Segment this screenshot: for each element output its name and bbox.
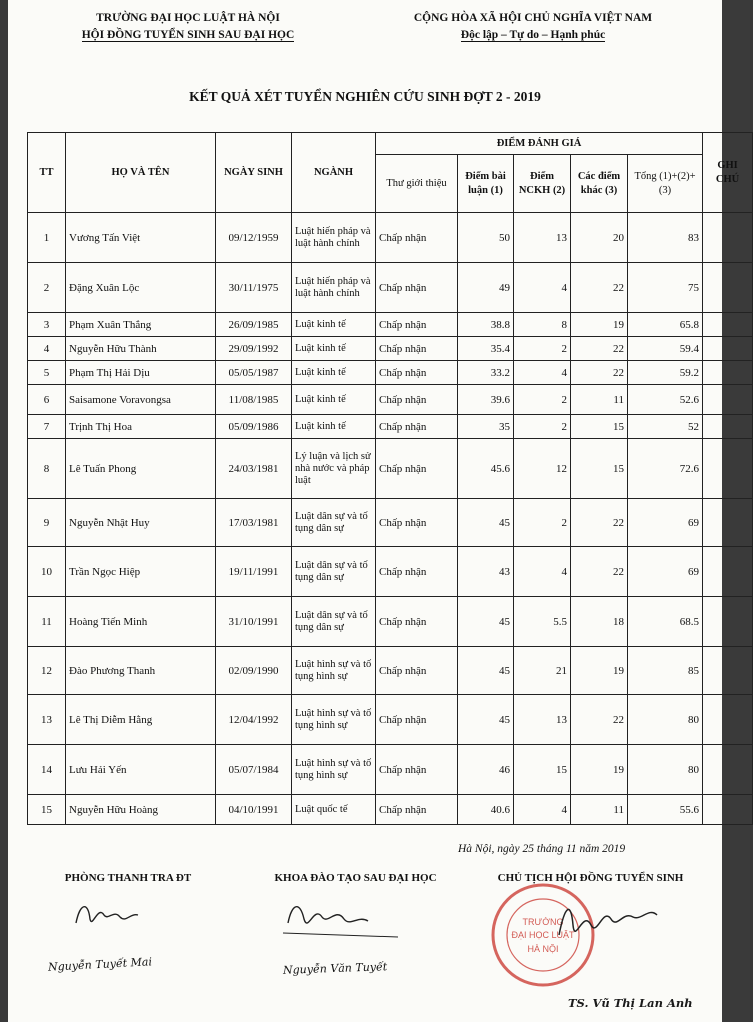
sig1-name: Nguyễn Tuyết Mai: [47, 955, 153, 974]
cell-major: Luật kinh tế: [292, 385, 376, 415]
cell-essay: 40.6: [458, 795, 514, 825]
cell-letter: Chấp nhận: [376, 795, 458, 825]
cell-total: 59.4: [628, 337, 703, 361]
cell-research: 2: [514, 337, 571, 361]
cell-research: 5.5: [514, 597, 571, 647]
cell-total: 72.6: [628, 439, 703, 499]
cell-dob: 05/05/1987: [216, 361, 292, 385]
cell-major: Luật kinh tế: [292, 313, 376, 337]
cell-letter: Chấp nhận: [376, 647, 458, 695]
cell-total: 80: [628, 695, 703, 745]
cell-total: 69: [628, 547, 703, 597]
cell-name: Lê Tuấn Phong: [66, 439, 216, 499]
cell-note: [703, 547, 753, 597]
cell-research: 4: [514, 361, 571, 385]
cell-major: Luật hình sự và tố tụng hình sự: [292, 695, 376, 745]
cell-research: 13: [514, 213, 571, 263]
cell-note: [703, 361, 753, 385]
cell-tt: 2: [28, 263, 66, 313]
cell-total: 68.5: [628, 597, 703, 647]
cell-tt: 14: [28, 745, 66, 795]
cell-total: 80: [628, 745, 703, 795]
cell-note: [703, 439, 753, 499]
cell-total: 52.6: [628, 385, 703, 415]
cell-letter: Chấp nhận: [376, 213, 458, 263]
cell-major: Luật quốc tế: [292, 795, 376, 825]
cell-essay: 38.8: [458, 313, 514, 337]
cell-note: [703, 213, 753, 263]
cell-note: [703, 745, 753, 795]
cell-tt: 9: [28, 499, 66, 547]
cell-essay: 35: [458, 415, 514, 439]
cell-essay: 45: [458, 597, 514, 647]
cell-letter: Chấp nhận: [376, 337, 458, 361]
cell-total: 83: [628, 213, 703, 263]
cell-dob: 04/10/1991: [216, 795, 292, 825]
table-row: [28, 499, 753, 547]
cell-name: Đặng Xuân Lộc: [66, 263, 216, 313]
table-body: [28, 213, 753, 825]
cell-essay: 35.4: [458, 337, 514, 361]
document-title: KẾT QUẢ XÉT TUYỂN NGHIÊN CỨU SINH ĐỢT 2 - 2019: [189, 89, 541, 104]
header-essay: Điểm bài luận (1): [458, 155, 514, 213]
cell-name: Đào Phương Thanh: [66, 647, 216, 695]
header-letter: Thư giới thiệu: [376, 155, 458, 213]
header-total: Tổng (1)+(2)+(3): [628, 155, 703, 213]
svg-text:HÀ NỘI: HÀ NỘI: [527, 944, 559, 954]
cell-other: 22: [571, 337, 628, 361]
header-note: GHI CHÚ: [703, 133, 753, 213]
header-left: [38, 10, 338, 44]
cell-name: Phạm Xuân Thắng: [66, 313, 216, 337]
header-name: HỌ VÀ TÊN: [66, 133, 216, 213]
cell-dob: 12/04/1992: [216, 695, 292, 745]
cell-tt: 4: [28, 337, 66, 361]
cell-total: 55.6: [628, 795, 703, 825]
signature-block-faculty: [248, 872, 463, 884]
cell-tt: 15: [28, 795, 66, 825]
cell-research: 15: [514, 745, 571, 795]
cell-research: 2: [514, 499, 571, 547]
cell-essay: 39.6: [458, 385, 514, 415]
cell-dob: 09/12/1959: [216, 213, 292, 263]
cell-other: 19: [571, 647, 628, 695]
sig1-title: PHÒNG THANH TRA ĐT: [64, 872, 192, 884]
cell-research: 12: [514, 439, 571, 499]
cell-total: 75: [628, 263, 703, 313]
cell-research: 2: [514, 415, 571, 439]
signature-scribble-3: [553, 895, 673, 955]
cell-major: Luật dân sự và tố tụng dân sự: [292, 597, 376, 647]
cell-other: 19: [571, 745, 628, 795]
cell-tt: 3: [28, 313, 66, 337]
cell-tt: 10: [28, 547, 66, 597]
cell-other: 18: [571, 597, 628, 647]
cell-other: 11: [571, 385, 628, 415]
cell-other: 22: [571, 547, 628, 597]
cell-other: 11: [571, 795, 628, 825]
signature-block-inspection: [48, 872, 208, 884]
cell-major: Luật kinh tế: [292, 415, 376, 439]
cell-essay: 33.2: [458, 361, 514, 385]
svg-text:ĐẠI HỌC LUẬT: ĐẠI HỌC LUẬT: [511, 930, 575, 940]
cell-research: 4: [514, 263, 571, 313]
cell-essay: 49: [458, 263, 514, 313]
cell-tt: 11: [28, 597, 66, 647]
cell-essay: 45: [458, 647, 514, 695]
sig3-title: CHỦ TỊCH HỘI ĐỒNG TUYỂN SINH: [497, 872, 684, 884]
cell-research: 4: [514, 547, 571, 597]
cell-other: 22: [571, 361, 628, 385]
table-row: [28, 597, 753, 647]
table-row: [28, 439, 753, 499]
header-eval: ĐIỂM ĐÁNH GIÁ: [376, 133, 703, 155]
council-name: HỘI ĐỒNG TUYỂN SINH SAU ĐẠI HỌC: [81, 29, 295, 41]
cell-note: [703, 795, 753, 825]
cell-dob: 19/11/1991: [216, 547, 292, 597]
cell-note: [703, 263, 753, 313]
table-row: [28, 647, 753, 695]
header-right: [368, 10, 698, 44]
table-row: [28, 361, 753, 385]
table-row: [28, 795, 753, 825]
cell-note: [703, 385, 753, 415]
cell-other: 15: [571, 415, 628, 439]
document-page: [8, 0, 740, 1022]
cell-other: 22: [571, 499, 628, 547]
cell-tt: 13: [28, 695, 66, 745]
cell-major: Luật hình sự và tố tụng hình sự: [292, 745, 376, 795]
cell-essay: 45: [458, 499, 514, 547]
cell-tt: 8: [28, 439, 66, 499]
cell-name: Nguyễn Nhật Huy: [66, 499, 216, 547]
cell-note: [703, 647, 753, 695]
cell-tt: 6: [28, 385, 66, 415]
cell-name: Saisamone Voravongsa: [66, 385, 216, 415]
signature-scribble-2: [278, 893, 408, 943]
cell-other: 22: [571, 263, 628, 313]
motto: Độc lập – Tự do – Hạnh phúc: [460, 29, 606, 41]
cell-tt: 7: [28, 415, 66, 439]
cell-name: Lê Thị Diễm Hằng: [66, 695, 216, 745]
cell-total: 85: [628, 647, 703, 695]
table-row: [28, 695, 753, 745]
cell-essay: 50: [458, 213, 514, 263]
country-name: CỘNG HÒA XÃ HỘI CHỦ NGHĨA VIỆT NAM: [413, 12, 653, 24]
cell-total: 59.2: [628, 361, 703, 385]
cell-note: [703, 695, 753, 745]
cell-major: Luật kinh tế: [292, 361, 376, 385]
cell-research: 13: [514, 695, 571, 745]
cell-other: 15: [571, 439, 628, 499]
cell-name: Hoàng Tiến Minh: [66, 597, 216, 647]
cell-other: 19: [571, 313, 628, 337]
cell-research: 4: [514, 795, 571, 825]
cell-dob: 24/03/1981: [216, 439, 292, 499]
cell-note: [703, 313, 753, 337]
cell-research: 2: [514, 385, 571, 415]
cell-essay: 43: [458, 547, 514, 597]
cell-name: Lưu Hải Yến: [66, 745, 216, 795]
cell-letter: Chấp nhận: [376, 499, 458, 547]
table-row: [28, 547, 753, 597]
cell-research: 8: [514, 313, 571, 337]
cell-essay: 45.6: [458, 439, 514, 499]
header-other: Các điểm khác (3): [571, 155, 628, 213]
table-row: [28, 745, 753, 795]
cell-major: Luật hiến pháp và luật hành chính: [292, 263, 376, 313]
table-row: [28, 337, 753, 361]
header-dob: NGÀY SINH: [216, 133, 292, 213]
cell-note: [703, 415, 753, 439]
cell-dob: 29/09/1992: [216, 337, 292, 361]
cell-major: Luật hình sự và tố tụng hình sự: [292, 647, 376, 695]
cell-essay: 46: [458, 745, 514, 795]
cell-research: 21: [514, 647, 571, 695]
cell-dob: 31/10/1991: [216, 597, 292, 647]
header-tt: TT: [28, 133, 66, 213]
table-row: [28, 415, 753, 439]
cell-name: Nguyễn Hữu Hoàng: [66, 795, 216, 825]
cell-dob: 30/11/1975: [216, 263, 292, 313]
cell-major: Lý luận và lịch sử nhà nước và pháp luật: [292, 439, 376, 499]
cell-major: Luật hiến pháp và luật hành chính: [292, 213, 376, 263]
cell-total: 65.8: [628, 313, 703, 337]
table-row: [28, 313, 753, 337]
signature-scribble-1: [68, 895, 188, 935]
cell-name: Nguyễn Hữu Thành: [66, 337, 216, 361]
sig2-title: KHOA ĐÀO TẠO SAU ĐẠI HỌC: [274, 872, 437, 884]
cell-tt: 5: [28, 361, 66, 385]
cell-note: [703, 337, 753, 361]
cell-letter: Chấp nhận: [376, 385, 458, 415]
cell-letter: Chấp nhận: [376, 263, 458, 313]
cell-letter: Chấp nhận: [376, 439, 458, 499]
table-row: [28, 213, 753, 263]
cell-tt: 12: [28, 647, 66, 695]
cell-dob: 05/09/1986: [216, 415, 292, 439]
cell-letter: Chấp nhận: [376, 313, 458, 337]
header-major: NGÀNH: [292, 133, 376, 213]
cell-dob: 05/07/1984: [216, 745, 292, 795]
cell-note: [703, 499, 753, 547]
sig3-name: TS. Vũ Thị Lan Anh: [568, 996, 693, 1010]
cell-name: Trịnh Thị Hoa: [66, 415, 216, 439]
cell-note: [703, 597, 753, 647]
table-row: [28, 385, 753, 415]
cell-letter: Chấp nhận: [376, 361, 458, 385]
cell-essay: 45: [458, 695, 514, 745]
cell-dob: 26/09/1985: [216, 313, 292, 337]
cell-letter: Chấp nhận: [376, 597, 458, 647]
cell-total: 69: [628, 499, 703, 547]
results-table: [27, 132, 753, 825]
cell-letter: Chấp nhận: [376, 695, 458, 745]
cell-letter: Chấp nhận: [376, 415, 458, 439]
sig2-name: Nguyễn Văn Tuyết: [282, 960, 388, 977]
cell-name: Phạm Thị Hải Dịu: [66, 361, 216, 385]
cell-major: Luật dân sự và tố tụng dân sự: [292, 499, 376, 547]
cell-other: 22: [571, 695, 628, 745]
cell-name: Trần Ngọc Hiệp: [66, 547, 216, 597]
date-line: Hà Nội, ngày 25 tháng 11 năm 2019: [458, 843, 626, 855]
cell-total: 52: [628, 415, 703, 439]
cell-dob: 02/09/1990: [216, 647, 292, 695]
cell-dob: 11/08/1985: [216, 385, 292, 415]
table-row: [28, 263, 753, 313]
cell-letter: Chấp nhận: [376, 745, 458, 795]
cell-other: 20: [571, 213, 628, 263]
cell-dob: 17/03/1981: [216, 499, 292, 547]
cell-name: Vương Tấn Việt: [66, 213, 216, 263]
cell-tt: 1: [28, 213, 66, 263]
school-name: TRƯỜNG ĐẠI HỌC LUẬT HÀ NỘI: [96, 12, 280, 24]
header-research: Điểm NCKH (2): [514, 155, 571, 213]
cell-letter: Chấp nhận: [376, 547, 458, 597]
cell-major: Luật kinh tế: [292, 337, 376, 361]
cell-major: Luật dân sự và tố tụng dân sự: [292, 547, 376, 597]
svg-text:TRƯỜNG: TRƯỜNG: [522, 917, 564, 927]
